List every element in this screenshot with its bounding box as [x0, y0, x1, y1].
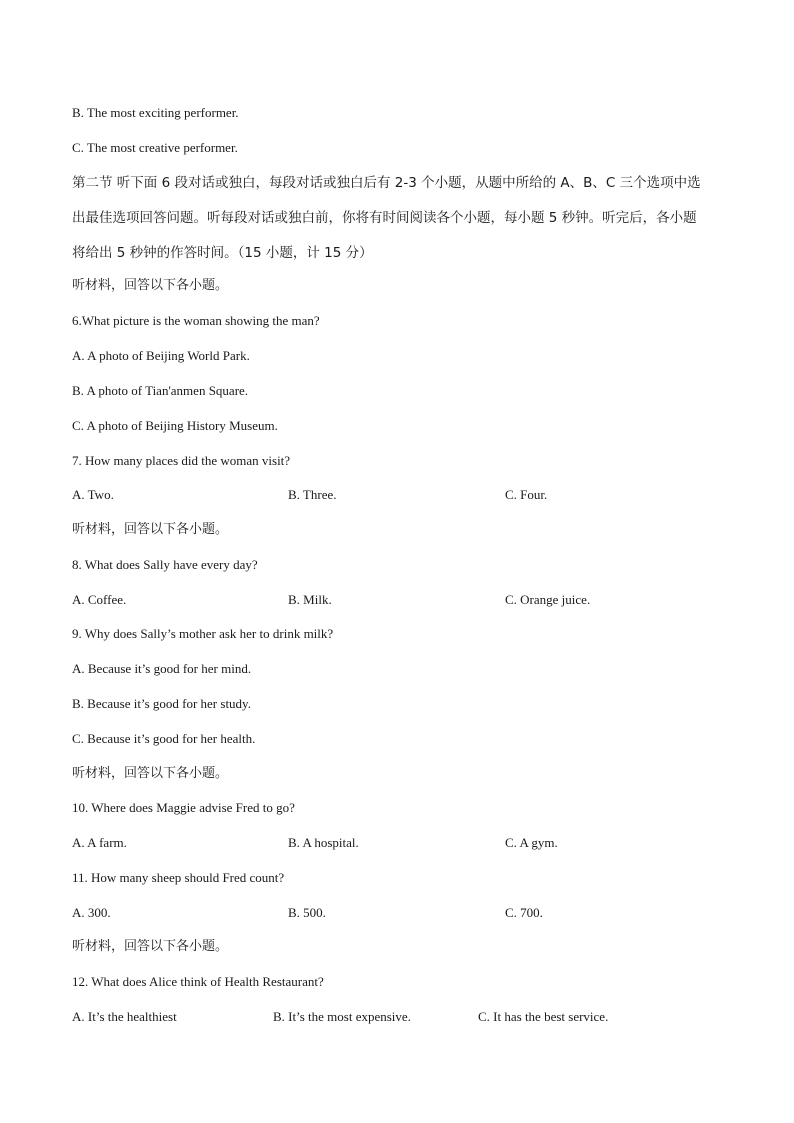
question-11-option-c: C. 700.	[505, 905, 543, 920]
question-7-option-b: B. Three.	[288, 487, 337, 502]
question-10: 10. Where does Maggie advise Fred to go?	[72, 800, 295, 815]
question-12: 12. What does Alice think of Health Restaurant?	[72, 974, 324, 989]
section-instructions	[72, 166, 724, 271]
question-10-option-b: B. A hospital.	[288, 835, 359, 850]
question-9-option-c: C. Because it’s good for her health.	[72, 731, 256, 746]
question-8-option-a: A. Coffee.	[72, 592, 127, 607]
instructions-line-2: 出最佳选项回答问题。听每段对话或独白前，你将有时间阅读各个小题，每小题 5 秒钟。听完后，各小题	[72, 210, 697, 226]
question-8-option-b: B. Milk.	[288, 592, 332, 607]
question-11: 11. How many sheep should Fred count?	[72, 870, 285, 885]
question-12-option-c: C. It has the best service.	[478, 1009, 609, 1024]
option-b-previous: B. The most exciting performer.	[72, 105, 239, 120]
question-8: 8. What does Sally have every day?	[72, 557, 258, 572]
listen-prompt: 听材料，回答以下各小题。	[72, 939, 229, 954]
question-6: 6.What picture is the woman showing the man?	[72, 313, 320, 328]
option-c-previous: C. The most creative performer.	[72, 140, 238, 155]
question-6-option-b: B. A photo of Tian'anmen Square.	[72, 383, 249, 398]
question-7-option-a: A. Two.	[72, 487, 114, 502]
question-9-option-b: B. Because it’s good for her study.	[72, 696, 251, 711]
instructions-line-3: 将给出 5 秒钟的作答时间。（15 小题，计 15 分）	[72, 245, 373, 261]
listen-prompt: 听材料，回答以下各小题。	[72, 766, 229, 781]
question-12-option-b: B. It’s the most expensive.	[273, 1009, 411, 1024]
question-10-option-c: C. A gym.	[505, 835, 558, 850]
question-9-option-a: A. Because it’s good for her mind.	[72, 661, 252, 676]
question-12-option-a: A. It’s the healthiest	[72, 1009, 177, 1024]
question-7: 7. How many places did the woman visit?	[72, 453, 291, 468]
listen-prompt: 听材料，回答以下各小题。	[72, 522, 229, 537]
question-11-option-a: A. 300.	[72, 905, 111, 920]
question-8-option-c: C. Orange juice.	[505, 592, 591, 607]
question-6-option-c: C. A photo of Beijing History Museum.	[72, 418, 278, 433]
instructions-line-1: 第二节 听下面 6 段对话或独白，每段对话或独白后有 2-3 个小题，从题中所给的 A、B、C 三个选项中选	[72, 175, 701, 191]
question-6-option-a: A. A photo of Beijing World Park.	[72, 348, 250, 363]
question-10-option-a: A. A farm.	[72, 835, 127, 850]
question-9: 9. Why does Sally’s mother ask her to drink milk?	[72, 626, 334, 641]
question-7-option-c: C. Four.	[505, 487, 548, 502]
question-11-option-b: B. 500.	[288, 905, 326, 920]
listen-prompt: 听材料，回答以下各小题。	[72, 278, 229, 293]
